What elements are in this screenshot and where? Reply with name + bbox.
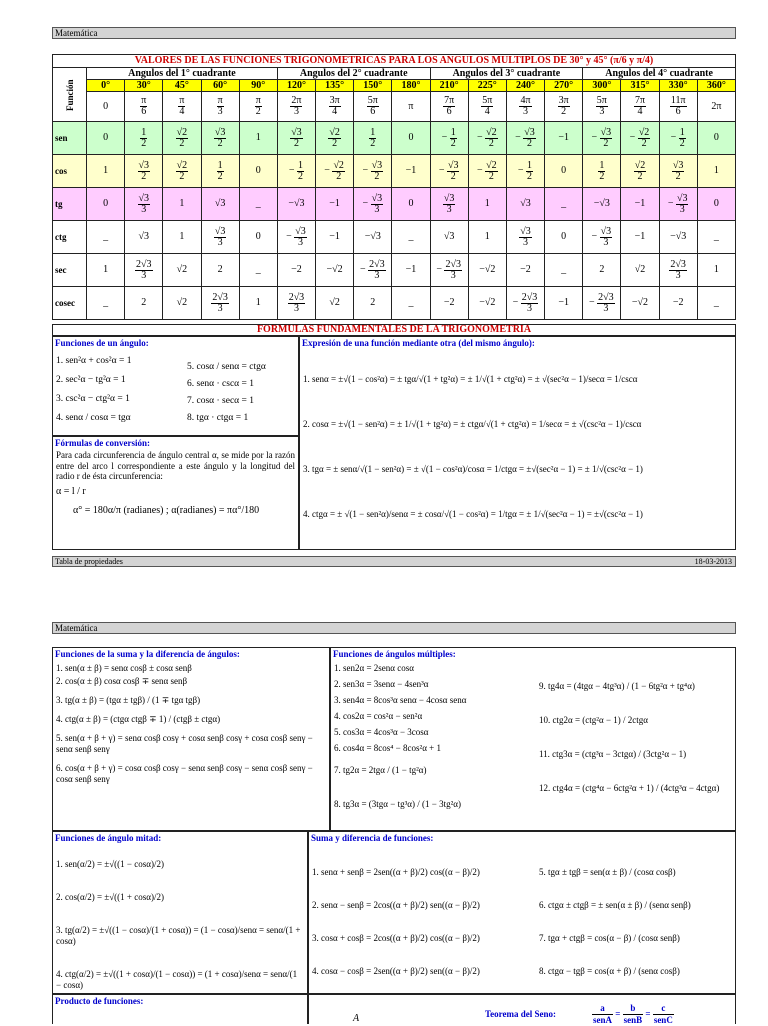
value-cell: −2 (430, 287, 468, 320)
value-cell: −1 (621, 188, 659, 221)
funcion-label: Función (53, 68, 87, 122)
radian-cell: $\frac{7\pi}{6}$ (430, 92, 468, 122)
value-cell: − $\frac{√2}{2}$ (468, 155, 506, 188)
value-cell: _ (87, 221, 125, 254)
multiple-item: 5. cos3α = 4cos³α − 3cosα (334, 727, 429, 737)
value-cell: −√3 (277, 188, 315, 221)
value-cell: $\frac{√2}{2}$ (621, 155, 659, 188)
value-cell: − $\frac{√3}{2}$ (354, 155, 392, 188)
quadrant-header: Angulos del 2° cuadrante (277, 68, 430, 80)
value-cell: 1 (697, 155, 735, 188)
value-cell: − $\frac{√3}{3}$ (277, 221, 315, 254)
value-cell: $\frac{√3}{3}$ (430, 188, 468, 221)
table-title: VALORES DE LAS FUNCIONES TRIGONOMETRICAS PARA LOS ANGULOS MULTIPLOS DE 30° y 45° (π/6 y π/4) (53, 55, 736, 68)
multiple-item: 2. sen3α = 3senα − 4sen³α (334, 679, 429, 689)
multiple-item: 9. tg4α = (4tgα − 4tg³α) / (1 − 6tg²α + tg⁴α) (539, 681, 695, 691)
value-cell: − $\frac{√3}{3}$ (583, 221, 621, 254)
value-cell: −1 (392, 155, 430, 188)
value-cell: 1 (87, 155, 125, 188)
degree-header: 150° (354, 80, 392, 92)
un-angulo-box (52, 336, 299, 436)
multiple-item: 11. ctg3α = (ctg³α − 3ctgα) / (3ctg²α − 1) (539, 749, 687, 759)
producto-box (52, 994, 308, 1024)
expresion-item: 3. tgα = ± senα/√(1 − sen²α) = ± √(1 − cos²α)/cosα = 1/ctgα = ±√(sec²α − 1) = ± 1/√(csc²α − 1) (303, 464, 643, 474)
value-cell: −√2 (621, 287, 659, 320)
value-cell: −1 (545, 287, 583, 320)
value-cell: − $\frac{1}{2}$ (506, 155, 544, 188)
quadrant-header: Angulos del 1° cuadrante (87, 68, 278, 80)
value-cell: − $\frac{√3}{3}$ (354, 188, 392, 221)
suma-item: 1. sen(α ± β) = senα cosβ ± cosα senβ (56, 663, 192, 673)
value-cell: −1 (316, 221, 354, 254)
multiple-item: 8. tg3α = (3tgα − tg³α) / (1 − 3tg²α) (334, 799, 461, 809)
value-cell: $\frac{1}{2}$ (583, 155, 621, 188)
seno-label: Teorema del Seno: (485, 1009, 556, 1019)
sumfun-heading: Suma y diferencia de funciones: (311, 833, 434, 843)
degree-header: 60° (201, 80, 239, 92)
radian-cell: $\frac{7\pi}{4}$ (621, 92, 659, 122)
value-cell: −√2 (316, 254, 354, 287)
value-cell: √3 (201, 188, 239, 221)
value-cell: −√3 (583, 188, 621, 221)
radian-cell: 0 (87, 92, 125, 122)
table-row-cos (53, 155, 736, 188)
value-cell: $\frac{√3}{2}$ (201, 122, 239, 155)
value-cell: − $\frac{√2}{2}$ (621, 122, 659, 155)
page2-header: Matemática (52, 622, 736, 634)
degree-header: 360° (697, 80, 735, 92)
value-cell: _ (545, 254, 583, 287)
value-cell: $\frac{2√3}{3}$ (277, 287, 315, 320)
value-cell: −2 (506, 254, 544, 287)
degree-header: 330° (659, 80, 697, 92)
suma-box (52, 647, 330, 831)
radian-cell: $\frac{\pi}{3}$ (201, 92, 239, 122)
value-cell: √2 (163, 287, 201, 320)
mitad-item: 4. ctg(α/2) = ±√((1 + cosα)/(1 − cosα)) = (1 + cosα)/senα = senα/(1 − cosα) (56, 969, 298, 990)
sumfun-box (308, 831, 736, 994)
value-cell: 1 (468, 221, 506, 254)
formula-item: 8. tgα · ctgα = 1 (187, 413, 249, 423)
value-cell: 1 (163, 221, 201, 254)
multiple-item: 12. ctg4α = (ctg⁴α − 6ctg²α + 1) / (4ctg³α − 4ctgα) (539, 783, 720, 793)
value-cell: − $\frac{2√3}{3}$ (506, 287, 544, 320)
value-cell: √2 (621, 254, 659, 287)
radian-cell: $\frac{3\pi}{2}$ (545, 92, 583, 122)
value-cell: _ (545, 188, 583, 221)
footer-left: Tabla de propiedades (55, 557, 123, 566)
value-cell: $\frac{2√3}{3}$ (125, 254, 163, 287)
value-cell: −2 (659, 287, 697, 320)
sumfun-item: 3. cosα + cosβ = 2cos((α + β)/2) cos((α − β)/2) (312, 933, 480, 943)
degree-header: 0° (87, 80, 125, 92)
table-row-tg (53, 188, 736, 221)
value-cell: $\frac{2√3}{3}$ (201, 287, 239, 320)
mitad-item: 1. sen(α/2) = ±√((1 − cosα)/2) (56, 859, 164, 869)
table-row-ctg (53, 221, 736, 254)
degree-header: 90° (239, 80, 277, 92)
value-cell: √3 (430, 221, 468, 254)
values-table (52, 54, 736, 320)
multiples-heading: Funciones de ángulos múltiples: (333, 649, 456, 659)
degree-header: 120° (277, 80, 315, 92)
degree-header: 240° (506, 80, 544, 92)
degree-header: 300° (583, 80, 621, 92)
multiple-item: 6. cos4α = 8cos⁴ − 8cos²α + 1 (334, 743, 441, 753)
suma-item: 4. ctg(α ± β) = (ctgα ctgβ ∓ 1) / (ctgβ ± ctgα) (56, 714, 221, 724)
suma-item: 3. tg(α ± β) = (tgα ± tgβ) / (1 ∓ tgα tgβ) (56, 695, 201, 705)
value-cell: 2 (583, 254, 621, 287)
value-cell: 0 (87, 122, 125, 155)
degree-header: 135° (316, 80, 354, 92)
value-cell: 1 (239, 122, 277, 155)
value-cell: 2 (125, 287, 163, 320)
sumfun-item: 4. cosα − cosβ = 2sen((α + β)/2) sen((α − β)/2) (312, 966, 480, 976)
function-label: cos (53, 155, 87, 188)
value-cell: − $\frac{√3}{2}$ (583, 122, 621, 155)
value-cell: −√2 (468, 287, 506, 320)
value-cell: $\frac{2√3}{3}$ (659, 254, 697, 287)
value-cell: _ (239, 188, 277, 221)
expresion-item: 2. cosα = ±√(1 − sen²α) = ± 1/√(1 + tg²α) = ± ctgα/√(1 + ctg²α) = 1/secα = ± √(csc²α − 1)/cscα (303, 419, 642, 429)
function-label: cosec (53, 287, 87, 320)
mitad-item: 3. tg(α/2) = ±√((1 − cosα)/(1 + cosα)) = (1 − cosα)/senα = senα/(1 + cosα) (56, 925, 301, 946)
value-cell: √3 (506, 188, 544, 221)
value-cell: 1 (239, 287, 277, 320)
table-row-cosec (53, 287, 736, 320)
un-angulo-heading: Funciones de un ángulo: (55, 338, 149, 348)
degree-header: 45° (163, 80, 201, 92)
sumfun-item: 7. tgα + ctgβ = cos(α − β) / (cosα senβ) (539, 933, 680, 943)
conversion-f1: α = l / r (56, 485, 86, 497)
multiples-box (330, 647, 736, 831)
degree-header: 30° (125, 80, 163, 92)
multiple-item: 3. sen4α = 8cos³α senα − 4cosα senα (334, 695, 467, 705)
value-cell: − $\frac{1}{2}$ (659, 122, 697, 155)
formula-item: 1. sen²α + cos²α = 1 (56, 356, 132, 366)
value-cell: −√3 (354, 221, 392, 254)
footer-right: 18-03-2013 (694, 557, 732, 566)
function-label: sen (53, 122, 87, 155)
formula-item: 5. cosα / senα = ctgα (187, 362, 266, 372)
value-cell: $\frac{√2}{2}$ (163, 122, 201, 155)
value-cell: $\frac{√3}{3}$ (125, 188, 163, 221)
page1-footer (52, 556, 736, 567)
mitad-box (52, 831, 308, 994)
quadrant-header: Angulos del 3° cuadrante (430, 68, 583, 80)
expresion-item: 1. senα = ±√(1 − cos²α) = ± tgα/√(1 + tg²α) = ± 1/√(1 + ctg²α) = ± √(sec²α − 1)/secα = 1/cscα (303, 374, 638, 384)
table-row-sec (53, 254, 736, 287)
suma-item: 6. cos(α + β + γ) = cosα cosβ cosγ − senα senβ cosγ − senα cosβ senγ − cosα senβ senγ (56, 763, 313, 784)
value-cell: −2 (277, 254, 315, 287)
value-cell: 1 (87, 254, 125, 287)
table-row-sen (53, 122, 736, 155)
value-cell: _ (239, 254, 277, 287)
value-cell: 0 (697, 188, 735, 221)
value-cell: √2 (163, 254, 201, 287)
value-cell: − $\frac{2√3}{3}$ (583, 287, 621, 320)
value-cell: $\frac{√3}{3}$ (506, 221, 544, 254)
radian-cell: $\frac{\pi}{2}$ (239, 92, 277, 122)
sumfun-item: 5. tgα ± tgβ = sen(α ± β) / (cosα cosβ) (539, 867, 676, 877)
value-cell: $\frac{1}{2}$ (201, 155, 239, 188)
radian-cell: $\frac{11\pi}{6}$ (659, 92, 697, 122)
function-label: sec (53, 254, 87, 287)
mitad-item: 2. cos(α/2) = ±√((1 + cosα)/2) (56, 892, 164, 902)
value-cell: $\frac{√3}{2}$ (125, 155, 163, 188)
triangle-vertex-a: A (353, 1013, 360, 1024)
function-label: ctg (53, 221, 87, 254)
suma-item: 2. cos(α ± β) cosα cosβ ∓ senα senβ (56, 676, 188, 686)
degree-header: 180° (392, 80, 430, 92)
value-cell: −1 (545, 122, 583, 155)
conversion-heading: Fórmulas de conversión: (55, 438, 150, 448)
value-cell: $\frac{√3}{2}$ (659, 155, 697, 188)
value-cell: 0 (239, 221, 277, 254)
sumfun-item: 1. senα + senβ = 2sen((α + β)/2) cos((α − β)/2) (312, 867, 480, 877)
value-cell: − $\frac{√2}{2}$ (316, 155, 354, 188)
conversion-f2: α° = 180α/π (radianes) ; α(radianes) = πα°/180 (73, 504, 260, 516)
formula-item: 4. senα / cosα = tgα (56, 413, 131, 423)
value-cell: − $\frac{√2}{2}$ (468, 122, 506, 155)
value-cell: _ (392, 287, 430, 320)
radian-cell: $\frac{5\pi}{6}$ (354, 92, 392, 122)
radian-cell: $\frac{\pi}{6}$ (125, 92, 163, 122)
sumfun-item: 2. senα − senβ = 2cos((α + β)/2) sen((α − β)/2) (312, 900, 480, 910)
value-cell: − $\frac{√3}{2}$ (506, 122, 544, 155)
formulas-title: FORMULAS FUNDAMENTALES DE LA TRIGONOMETRIA (52, 324, 736, 336)
multiple-item: 4. cos2α = cos²α − sen²α (334, 711, 423, 721)
value-cell: − $\frac{2√3}{3}$ (354, 254, 392, 287)
radian-cell: π (392, 92, 430, 122)
radian-cell: 2π (697, 92, 735, 122)
formula-item: 3. csc²α − ctg²α = 1 (56, 394, 130, 404)
value-cell: √3 (125, 221, 163, 254)
multiple-item: 7. tg2α = 2tgα / (1 − tg²α) (334, 765, 427, 775)
conversion-text: Para cada circunferencia de ángulo central α, se mide por la razón entre del arco l correspondiente a este ángulo y la longitud del radio r de ésta circunferencia: (56, 450, 295, 481)
value-cell: − $\frac{√3}{2}$ (430, 155, 468, 188)
seno-box (308, 994, 736, 1024)
radian-cell: $\frac{5\pi}{4}$ (468, 92, 506, 122)
sumfun-item: 6. ctgα ± ctgβ = ± sen(α ± β) / (senα senβ) (539, 900, 691, 910)
value-cell: 2 (201, 254, 239, 287)
formula-item: 6. senα · cscα = 1 (187, 379, 255, 389)
page1-header: Matemática (52, 27, 736, 39)
value-cell: 0 (87, 188, 125, 221)
value-cell: −√3 (659, 221, 697, 254)
radian-cell: $\frac{5\pi}{3}$ (583, 92, 621, 122)
value-cell: _ (697, 287, 735, 320)
conversion-box (52, 436, 299, 550)
multiple-item: 10. ctg2α = (ctg²α − 1) / 2ctgα (539, 715, 648, 725)
value-cell: 2 (354, 287, 392, 320)
value-cell: $\frac{√3}{3}$ (201, 221, 239, 254)
value-cell: − $\frac{√3}{3}$ (659, 188, 697, 221)
multiple-item: 1. sen2α = 2senα cosα (334, 663, 414, 673)
suma-heading: Funciones de la suma y la diferencia de ángulos: (55, 649, 240, 659)
value-cell: $\frac{1}{2}$ (354, 122, 392, 155)
degree-header: 315° (621, 80, 659, 92)
degree-header: 270° (545, 80, 583, 92)
value-cell: $\frac{√2}{2}$ (163, 155, 201, 188)
quadrant-header: Angulos del 4° cuadrante (583, 68, 736, 80)
value-cell: 0 (545, 221, 583, 254)
expresion-item: 4. ctgα = ± √(1 − sen²α)/senα = ± cosα/√(1 − cos²α) = 1/tgα = ± 1/√(sec²α − 1) = ±√(csc²α − 1) (303, 509, 643, 519)
value-cell: −√2 (468, 254, 506, 287)
function-label: tg (53, 188, 87, 221)
value-cell: 1 (468, 188, 506, 221)
value-cell: 1 (697, 254, 735, 287)
expresion-box (299, 336, 736, 550)
value-cell: _ (697, 221, 735, 254)
value-cell: 0 (239, 155, 277, 188)
value-cell: − $\frac{1}{2}$ (430, 122, 468, 155)
radian-cell: $\frac{4\pi}{3}$ (506, 92, 544, 122)
value-cell: 0 (392, 188, 430, 221)
formula-item: 2. sec²α − tg²α = 1 (56, 375, 126, 385)
value-cell: $\frac{√3}{2}$ (277, 122, 315, 155)
suma-item: 5. sen(α + β + γ) = senα cosβ cosγ + cosα senβ cosγ + cosα cosβ senγ − senα senβ senγ (56, 733, 313, 754)
value-cell: −1 (621, 221, 659, 254)
radian-cell: $\frac{\pi}{4}$ (163, 92, 201, 122)
degree-header: 210° (430, 80, 468, 92)
expresion-heading: Expresión de una función mediante otra (del mismo ángulo): (302, 338, 535, 348)
sumfun-item: 8. ctgα − tgβ = cos(α + β) / (senα cosβ) (539, 966, 680, 976)
value-cell: 0 (697, 122, 735, 155)
value-cell: $\frac{√2}{2}$ (316, 122, 354, 155)
degree-header: 225° (468, 80, 506, 92)
formula-item: 7. cosα · secα = 1 (187, 396, 255, 406)
radian-cell: $\frac{3\pi}{4}$ (316, 92, 354, 122)
value-cell: _ (392, 221, 430, 254)
value-cell: −1 (316, 188, 354, 221)
producto-heading: Producto de funciones: (55, 996, 144, 1006)
value-cell: $\frac{1}{2}$ (125, 122, 163, 155)
value-cell: 0 (392, 122, 430, 155)
seno-formula: $\frac{a}{\text{senA}}$ = $\frac{b}{\text{senB}}$ = $\frac{c}{\text{senC}}$ (593, 1003, 673, 1025)
value-cell: 0 (545, 155, 583, 188)
value-cell: −1 (392, 254, 430, 287)
value-cell: _ (87, 287, 125, 320)
radian-cell: $\frac{2\pi}{3}$ (277, 92, 315, 122)
value-cell: √2 (316, 287, 354, 320)
value-cell: − $\frac{1}{2}$ (277, 155, 315, 188)
value-cell: − $\frac{2√3}{3}$ (430, 254, 468, 287)
mitad-heading: Funciones de ángulo mitad: (55, 833, 162, 843)
value-cell: 1 (163, 188, 201, 221)
